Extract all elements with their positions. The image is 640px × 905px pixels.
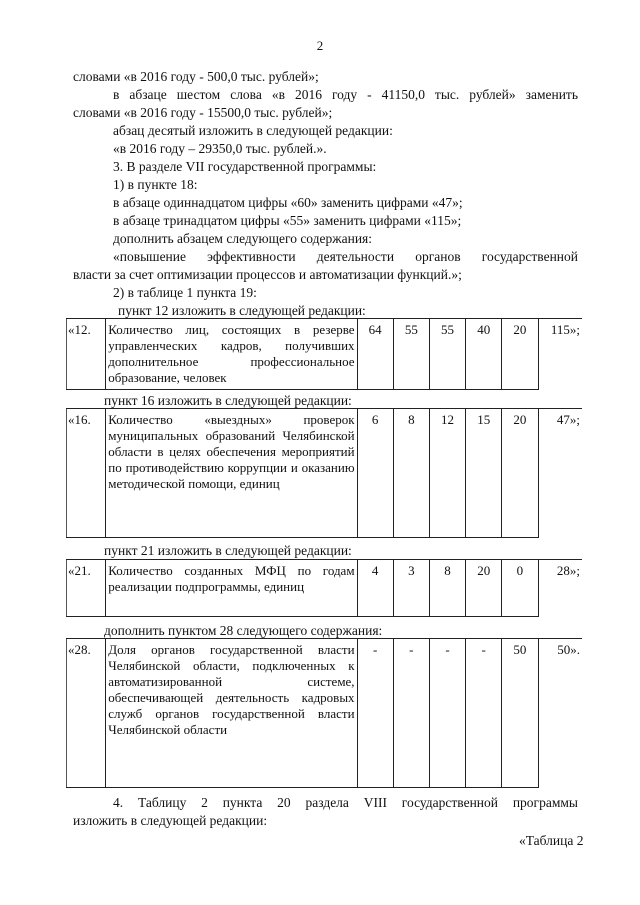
value-cell: 6 [357, 409, 393, 538]
final-value: 28»; [538, 560, 582, 617]
final-value: 50». [538, 639, 582, 788]
final-value: 47»; [538, 409, 582, 538]
paragraph-line: изложить в следующей редакции: [73, 813, 268, 828]
paragraph-line: 1) в пункте 18: [113, 177, 198, 192]
paragraph-line: в абзаце одиннадцатом цифры «60» заменить цифрами «47»; [113, 195, 463, 210]
paragraph-line: абзац десятый изложить в следующей редакции: [113, 123, 393, 138]
row-number: «12. [67, 319, 106, 390]
section-heading: 3. В разделе VII государственной программы: [113, 159, 377, 174]
value-cell: 15 [466, 409, 502, 538]
paragraph-line: пункт 16 изложить в следующей редакции: [104, 393, 352, 408]
value-cell: - [393, 639, 429, 788]
final-value: 115»; [538, 319, 582, 390]
paragraph-line: словами «в 2016 году - 15500,0 тыс. рублей»; [73, 105, 333, 120]
page-number: 2 [316, 38, 324, 53]
value-cell: 55 [429, 319, 465, 390]
paragraph-line: в абзаце шестом слова «в 2016 году - 41150,0 тыс. рублей» заменить [113, 87, 578, 102]
value-cell: 20 [502, 409, 538, 538]
value-cell: 64 [357, 319, 393, 390]
indicator-name: Количество «выездных» проверок муниципальных образований Челябинской области в целях обеспечения мероприятий по противодействию коррупции и оказанию методической помощи, единиц [106, 409, 357, 538]
value-cell: 40 [466, 319, 502, 390]
value-cell: 20 [466, 560, 502, 617]
row-number: «16. [67, 409, 106, 538]
paragraph-line: словами «в 2016 году - 500,0 тыс. рублей»; [73, 69, 319, 84]
value-cell: 55 [393, 319, 429, 390]
paragraph-line: пункт 21 изложить в следующей редакции: [104, 543, 352, 558]
paragraph-line: пункт 12 изложить в следующей редакции: [118, 303, 366, 318]
indicator-name: Доля органов государственной власти Челябинской области, подключенных к автоматизированной системе, обеспечивающей деятельность кадровых служб органов государственной власти Челябинской области [106, 639, 357, 788]
indicator-name: Количество лиц, состоящих в резерве управленческих кадров, получивших дополнительное профессиональное образование, человек [106, 319, 357, 390]
table-row-12 [66, 318, 582, 390]
value-cell: - [429, 639, 465, 788]
value-cell: - [466, 639, 502, 788]
paragraph-line: дополнить пунктом 28 следующего содержания: [104, 623, 383, 638]
value-cell: 3 [393, 560, 429, 617]
table-row-16 [66, 408, 582, 538]
paragraph-line: 4. Таблицу 2 пункта 20 раздела VIII государственной программы [113, 795, 578, 810]
value-cell: - [357, 639, 393, 788]
paragraph-line: 2) в таблице 1 пункта 19: [113, 285, 257, 300]
row-number: «21. [67, 560, 106, 617]
table-row-28 [66, 638, 582, 788]
value-cell: 8 [429, 560, 465, 617]
paragraph-line: власти за счет оптимизации процессов и автоматизации функций.»; [73, 267, 462, 282]
paragraph-line: дополнить абзацем следующего содержания: [113, 231, 373, 246]
value-cell: 8 [393, 409, 429, 538]
paragraph-line: «в 2016 году – 29350,0 тыс. рублей.». [113, 141, 327, 156]
paragraph-line: в абзаце тринадцатом цифры «55» заменить цифрами «115»; [113, 213, 462, 228]
table-caption: «Таблица 2 [519, 833, 584, 848]
indicator-name: Количество созданных МФЦ по годам реализации подпрограммы, единиц [106, 560, 357, 617]
paragraph-line: «повышение эффективности деятельности органов государственной [113, 249, 578, 264]
row-number: «28. [67, 639, 106, 788]
value-cell: 50 [502, 639, 538, 788]
value-cell: 4 [357, 560, 393, 617]
value-cell: 20 [502, 319, 538, 390]
table-row-21 [66, 559, 582, 617]
value-cell: 0 [502, 560, 538, 617]
value-cell: 12 [429, 409, 465, 538]
